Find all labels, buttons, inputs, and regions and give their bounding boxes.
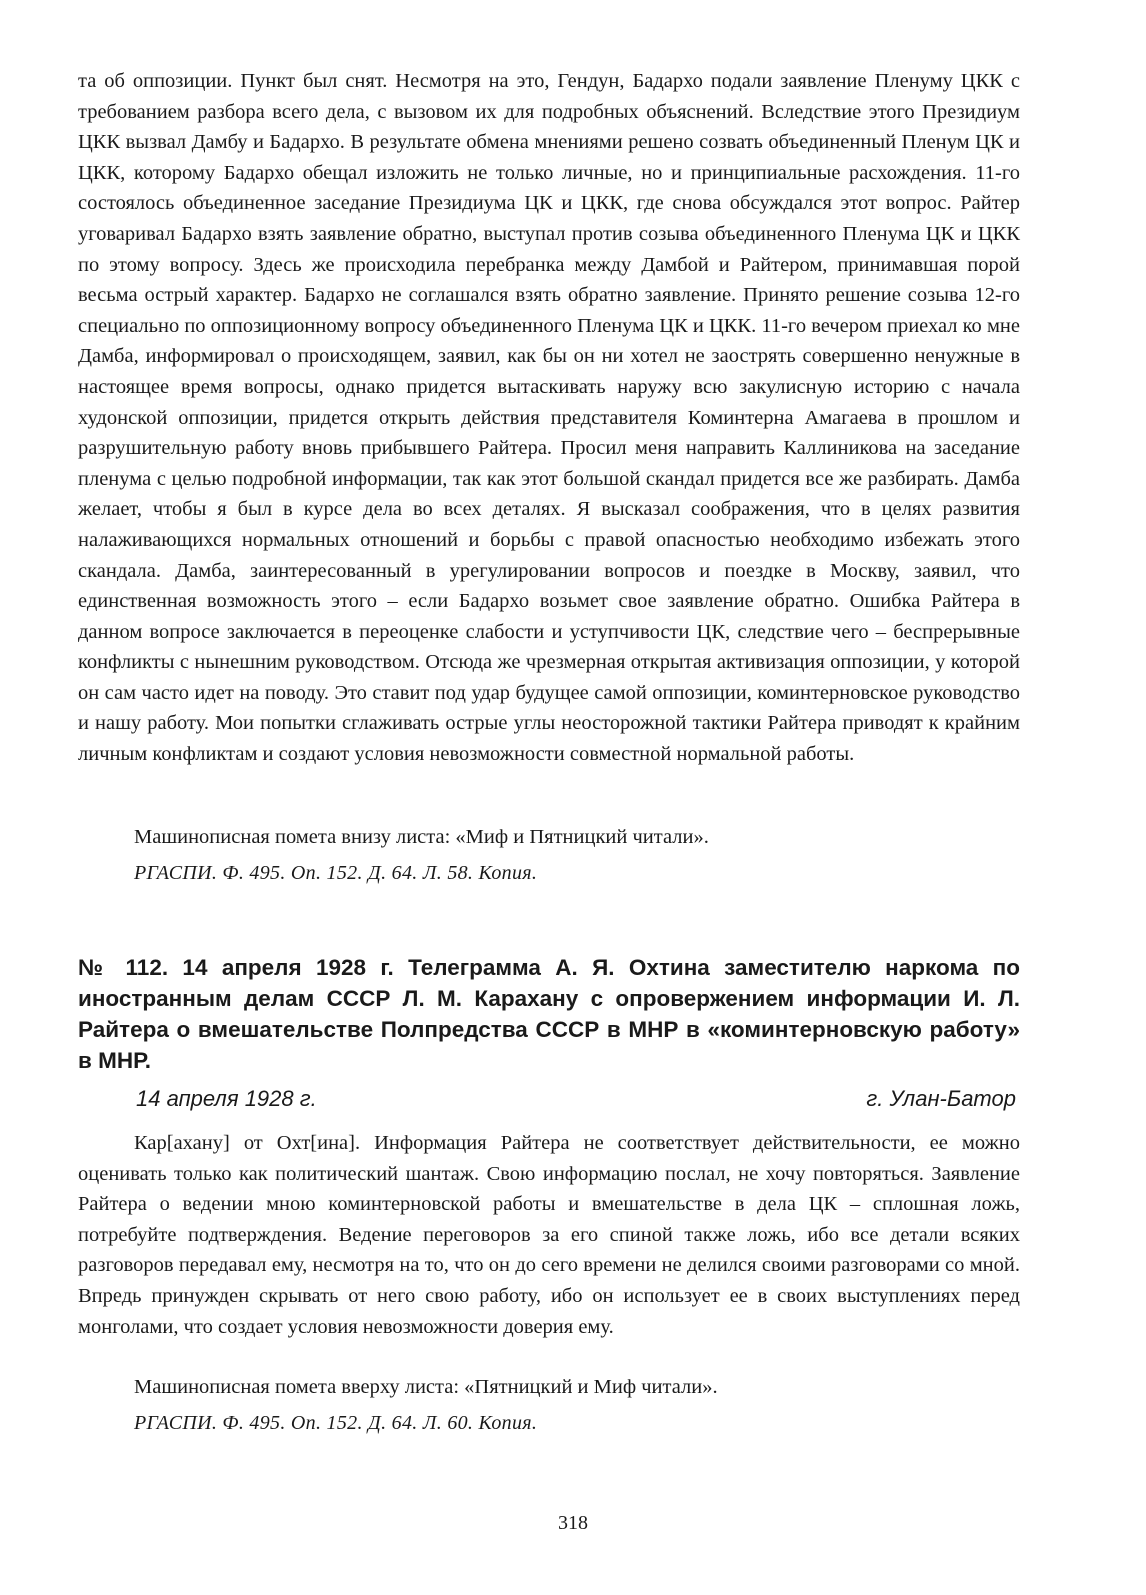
document-heading: № 112. 14 апреля 1928 г. Телеграмма А. Я. Охтина заместителю наркома по иностранным делам СССР Л. М. Карахану с опровержением информации И. Л. Райтера о вмешательстве Полпредства СССР в МНР в «коминтерновскую работу» в МНР.: [78, 955, 1020, 1073]
document-place: г. Улан-Батор: [866, 1086, 1016, 1111]
telegram-text: Кар[ахану] от Охт[ина]. Информация Райтера не соответствует действительности, ее можно оценивать только как политический шантаж. Свою информацию послал, не хочу повторяться. Заявление Райтера о ведении мною коминтерновской работы и вмешательстве в дела ЦК – сплошная ложь, потребуйте подтверждения. Ведение переговоров за его спиной также ложь, ибо все детали всяких разговоров передавал ему, несмотря на то, что он до сего времени не делился своими разговорами со мной. Впредь принужден скрывать от него свою работу, ибо он использует ее в своих выступлениях перед монголами, что создает условия невозможности доверия ему.: [78, 1132, 1020, 1338]
page-number: 318: [558, 1512, 588, 1534]
archive-reference-bottom: РГАСПИ. Ф. 495. Оп. 152. Д. 64. Л. 60. Копия.: [134, 1412, 538, 1434]
continuation-paragraph: та об оппозиции. Пункт был снят. Несмотря на это, Гендун, Бадархо подали заявление Пленуму ЦКК с требованием разбора всего дела, с вызовом их для подробных объяснений. Вследствие этого Президиум ЦКК вызвал Дамбу и Бадархо. В результате обмена мнениями решено созвать объединенный Пленум ЦК и ЦКК, которому Бадархо обещал изложить не только личные, но и принципиальные расхождения. 11-го состоялось объединенное заседание Президиума ЦК и ЦКК, где снова обсуждался этот вопрос. Райтер уговаривал Бадархо взять заявление обратно, выступал против созыва объединенного Пленума ЦК и ЦКК по этому вопросу. Здесь же происходила перебранка между Дамбой и Райтером, принимавшая порой весьма острый характер. Бадархо не соглашался взять обратно заявление. Принято решение созыва 12-го специально по оппозиционному вопросу объединенного Пленума ЦК и ЦКК. 11-го вечером приехал ко мне Дамба, информировал о происходящем, заявил, как бы он ни хотел не заострять совершенно ненужные в настоящее время вопросы, однако придется вытаскивать наружу всю закулисную историю с начала худонской оппозиции, придется открыть действия представителя Коминтерна Амагаева в прошлом и разрушительную работу вновь прибывшего Райтера. Просил меня направить Каллиникова на заседание пленума с целью подробной информации, так как этот большой скандал придется все же разбирать. Дамба желает, чтобы я был в курсе дела во всех деталях. Я высказал соображения, что в целях развития налаживающихся нормальных отношений и борьбы с правой опасностью необходимо избежать этого скандала. Дамба, заинтересованный в урегулировании вопросов и поездке в Москву, заявил, что единственная возможность этого – если Бадархо возьмет свое заявление обратно. Ошибка Райтера в данном вопросе заключается в переоценке слабости и уступчивости ЦК, следствие чего – беспрерывные конфликты с нынешним руководством. Отсюда же чрезмерная открытая активизация оппозиции, у которой он сам часто идет на поводу. Это ставит под удар будущее самой оппозиции, коминтерновское руководство и нашу работу. Мои попытки сглаживать острые углы неосторожной тактики Райтера приводят к крайним личным конфликтам и создают условия невозможности совместной нормальной работы.: [78, 70, 1020, 766]
document-date: 14 апреля 1928 г.: [136, 1086, 317, 1111]
typewritten-note-bottom: Машинописная помета вверху листа: «Пятницкий и Миф читали».: [134, 1376, 718, 1398]
archive-reference-top: РГАСПИ. Ф. 495. Оп. 152. Д. 64. Л. 58. Копия.: [134, 862, 538, 884]
typewritten-note-top: Машинописная помета внизу листа: «Миф и Пятницкий читали».: [134, 826, 709, 848]
